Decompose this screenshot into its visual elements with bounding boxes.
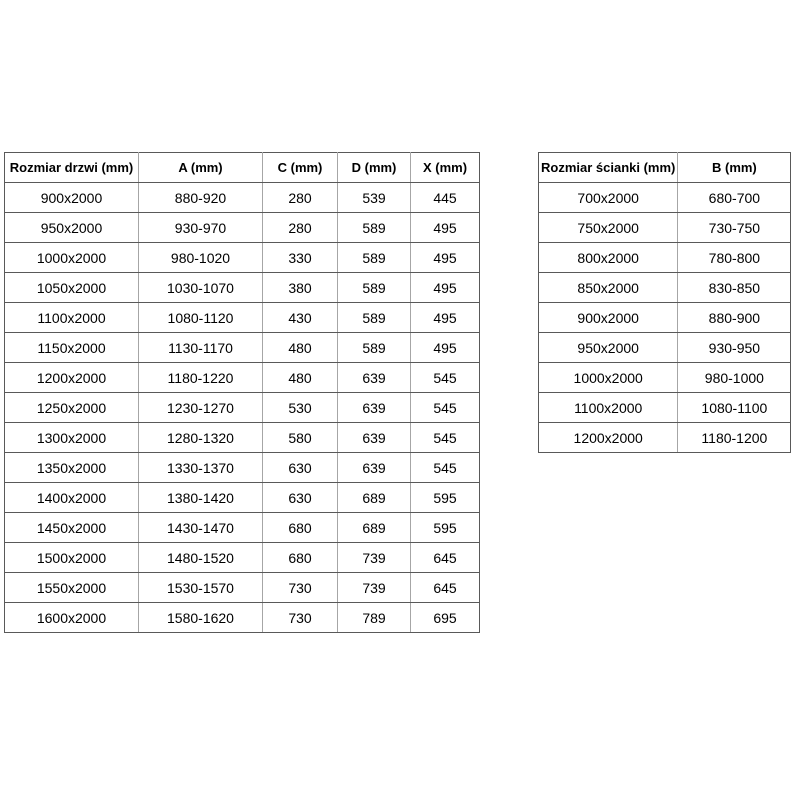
table-cell: 780-800 [678,243,791,273]
column-header: X (mm) [411,153,480,183]
table-cell: 1280-1320 [139,423,263,453]
table-cell: 589 [338,213,411,243]
table-cell: 480 [263,363,338,393]
table-cell: 445 [411,183,480,213]
column-header: Rozmiar drzwi (mm) [5,153,139,183]
table-cell: 1100x2000 [539,393,678,423]
table-cell: 430 [263,303,338,333]
table-cell: 900x2000 [539,303,678,333]
table-cell: 639 [338,453,411,483]
door-table-body [5,183,480,633]
table-cell: 530 [263,393,338,423]
table-cell: 680 [263,543,338,573]
table-cell: 595 [411,513,480,543]
table-cell: 589 [338,333,411,363]
table-cell: 880-900 [678,303,791,333]
table-row [539,363,791,393]
table-cell: 1080-1120 [139,303,263,333]
table-cell: 545 [411,393,480,423]
table-row [539,393,791,423]
table-cell: 480 [263,333,338,363]
table-cell: 539 [338,183,411,213]
table-cell: 1300x2000 [5,423,139,453]
table-cell: 589 [338,273,411,303]
table-cell: 545 [411,363,480,393]
table-row [5,603,480,633]
table-cell: 730 [263,573,338,603]
table-cell: 545 [411,453,480,483]
table-cell: 639 [338,393,411,423]
table-cell: 980-1000 [678,363,791,393]
table-cell: 930-970 [139,213,263,243]
table-cell: 930-950 [678,333,791,363]
table-cell: 589 [338,243,411,273]
table-row [5,243,480,273]
door-sizes-table [4,152,480,633]
table-cell: 1450x2000 [5,513,139,543]
table-row [5,573,480,603]
table-header-row [5,153,480,183]
table-cell: 1580-1620 [139,603,263,633]
table-row [539,303,791,333]
table-cell: 1180-1220 [139,363,263,393]
table-cell: 645 [411,543,480,573]
table-cell: 1230-1270 [139,393,263,423]
column-header: D (mm) [338,153,411,183]
table-cell: 1400x2000 [5,483,139,513]
table-cell: 1550x2000 [5,573,139,603]
table-cell: 830-850 [678,273,791,303]
table-row [5,183,480,213]
table-cell: 1250x2000 [5,393,139,423]
table-cell: 730 [263,603,338,633]
table-cell: 695 [411,603,480,633]
wall-table-head [539,153,791,183]
table-cell: 1050x2000 [5,273,139,303]
table-row [5,423,480,453]
table-cell: 495 [411,213,480,243]
column-header: Rozmiar ścianki (mm) [539,153,678,183]
table-cell: 280 [263,183,338,213]
wall-sizes-table [538,152,791,453]
table-row [5,393,480,423]
table-cell: 800x2000 [539,243,678,273]
table-row [5,543,480,573]
table-cell: 789 [338,603,411,633]
table-cell: 950x2000 [5,213,139,243]
table-cell: 495 [411,303,480,333]
table-cell: 1000x2000 [539,363,678,393]
table-cell: 1200x2000 [539,423,678,453]
table-row [539,243,791,273]
wall-table-body [539,183,791,453]
table-cell: 1180-1200 [678,423,791,453]
table-cell: 380 [263,273,338,303]
table-row [539,423,791,453]
column-header: B (mm) [678,153,791,183]
table-row [5,213,480,243]
table-cell: 1500x2000 [5,543,139,573]
table-cell: 1330-1370 [139,453,263,483]
table-cell: 1350x2000 [5,453,139,483]
table-cell: 589 [338,303,411,333]
table-cell: 495 [411,273,480,303]
column-header: C (mm) [263,153,338,183]
table-cell: 1530-1570 [139,573,263,603]
table-cell: 280 [263,213,338,243]
table-cell: 750x2000 [539,213,678,243]
table-cell: 739 [338,543,411,573]
table-cell: 1000x2000 [5,243,139,273]
table-cell: 1200x2000 [5,363,139,393]
table-cell: 730-750 [678,213,791,243]
table-row [539,213,791,243]
table-cell: 1030-1070 [139,273,263,303]
table-cell: 595 [411,483,480,513]
table-row [539,183,791,213]
table-cell: 495 [411,333,480,363]
table-row [5,453,480,483]
table-row [5,303,480,333]
table-header-row [539,153,791,183]
table-cell: 1430-1470 [139,513,263,543]
table-row [5,483,480,513]
table-cell: 689 [338,513,411,543]
table-cell: 680 [263,513,338,543]
table-cell: 1380-1420 [139,483,263,513]
table-cell: 900x2000 [5,183,139,213]
table-cell: 330 [263,243,338,273]
table-cell: 980-1020 [139,243,263,273]
table-cell: 1100x2000 [5,303,139,333]
table-cell: 495 [411,243,480,273]
table-cell: 630 [263,453,338,483]
table-cell: 545 [411,423,480,453]
table-row [5,333,480,363]
table-cell: 689 [338,483,411,513]
table-cell: 1080-1100 [678,393,791,423]
table-cell: 880-920 [139,183,263,213]
table-cell: 1150x2000 [5,333,139,363]
table-cell: 639 [338,363,411,393]
table-cell: 950x2000 [539,333,678,363]
table-row [5,273,480,303]
table-row [539,333,791,363]
table-cell: 1600x2000 [5,603,139,633]
door-table-head [5,153,480,183]
table-cell: 639 [338,423,411,453]
table-cell: 580 [263,423,338,453]
table-cell: 739 [338,573,411,603]
table-cell: 700x2000 [539,183,678,213]
table-row [5,363,480,393]
column-header: A (mm) [139,153,263,183]
table-cell: 645 [411,573,480,603]
table-cell: 630 [263,483,338,513]
table-row [539,273,791,303]
table-cell: 1480-1520 [139,543,263,573]
table-row [5,513,480,543]
table-cell: 680-700 [678,183,791,213]
table-cell: 850x2000 [539,273,678,303]
table-cell: 1130-1170 [139,333,263,363]
